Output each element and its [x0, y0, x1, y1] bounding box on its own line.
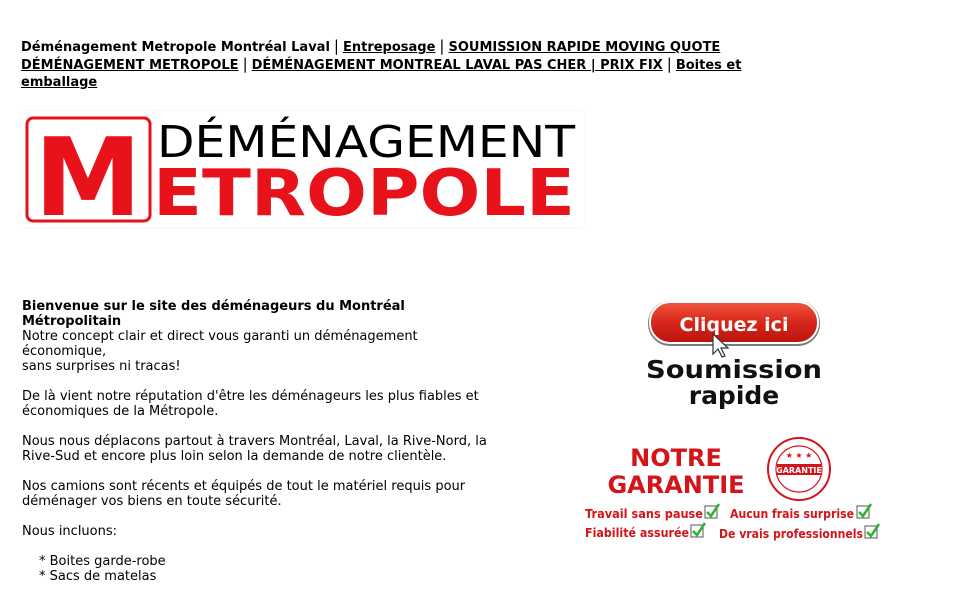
top-navigation: [21, 38, 761, 91]
coverage-line-1: Nous nous déplacons partout à travers Montréal, Laval, la Rive-Nord, la: [22, 434, 487, 449]
guarantee-seal-icon: [768, 438, 830, 500]
coverage-line-2: Rive-Sud et encore plus loin selon la demande de notre clientèle.: [22, 449, 447, 464]
nav-separator: |: [333, 37, 339, 55]
site-title: Déménagement Metropole Montréal Laval: [21, 40, 330, 55]
checkmark-icon: [865, 524, 879, 538]
list-item: * Sacs de matelas: [39, 569, 157, 584]
nav-link-entreposage[interactable]: Entreposage: [342, 40, 436, 55]
guarantee-item-3: Fiabilité assurée: [585, 526, 689, 540]
button-line-soumission: Soumission: [646, 355, 822, 384]
logo-line-demenagement: DÉMÉNAGEMENT: [157, 117, 535, 168]
guarantee-item-2: Aucun frais surprise: [730, 507, 854, 521]
trucks-paragraph: Nos camions sont récents et équipés de tout le matériel requis pour déménager vos biens en toute sécurité.: [22, 479, 466, 509]
checkmark-icon: [857, 504, 871, 518]
welcome-content: [22, 299, 492, 584]
list-item: * Boites garde-robe: [39, 554, 166, 569]
company-logo: [21, 111, 584, 227]
nav-link-soumission-rapide[interactable]: SOUMISSION RAPIDE MOVING QUOTE DÉMÉNAGEMENT METROPOLE: [21, 40, 721, 73]
seal-text: GARANTIE: [776, 466, 822, 475]
quick-quote-button[interactable]: [643, 298, 825, 416]
nav-link-demenagement-pas-cher[interactable]: DÉMÉNAGEMENT MONTREAL LAVAL PAS CHER | PRIX FIX: [251, 58, 663, 73]
guarantee-title-1: NOTRE: [630, 444, 722, 472]
intro-line-1: Notre concept clair et direct vous garanti un déménagement économique,: [22, 329, 418, 359]
button-click-text: Cliquez ici: [679, 314, 789, 336]
nav-separator: |: [439, 37, 445, 55]
intro-line-2: sans surprises ni tracas!: [22, 359, 181, 374]
includes-label: Nous incluons:: [22, 524, 118, 539]
button-line-rapide: rapide: [688, 381, 780, 410]
reputation-paragraph: De là vient notre réputation d'être les déménageurs les plus fiables et économiques de la Métropole.: [22, 389, 479, 419]
guarantee-title-2: GARANTIE: [607, 471, 745, 499]
guarantee-item-4: De vrais professionnels: [719, 527, 863, 541]
logo-initial: M: [34, 116, 142, 227]
checkmark-icon: [705, 504, 719, 518]
welcome-heading: Bienvenue sur le site des déménageurs du Montréal Métropolitain: [22, 299, 405, 329]
includes-list: [22, 554, 492, 584]
guarantee-item-1: Travail sans pause: [585, 507, 703, 521]
svg-text:★ ★ ★: ★ ★ ★: [785, 451, 813, 460]
checkmark-icon: [691, 523, 705, 537]
nav-link-boites-emballage[interactable]: Boites et emballage: [21, 58, 742, 90]
logo-line-etropole: ETROPOLE: [153, 157, 575, 227]
nav-separator: |: [666, 55, 672, 73]
nav-separator: |: [242, 55, 248, 73]
guarantee-badge: [580, 436, 882, 544]
